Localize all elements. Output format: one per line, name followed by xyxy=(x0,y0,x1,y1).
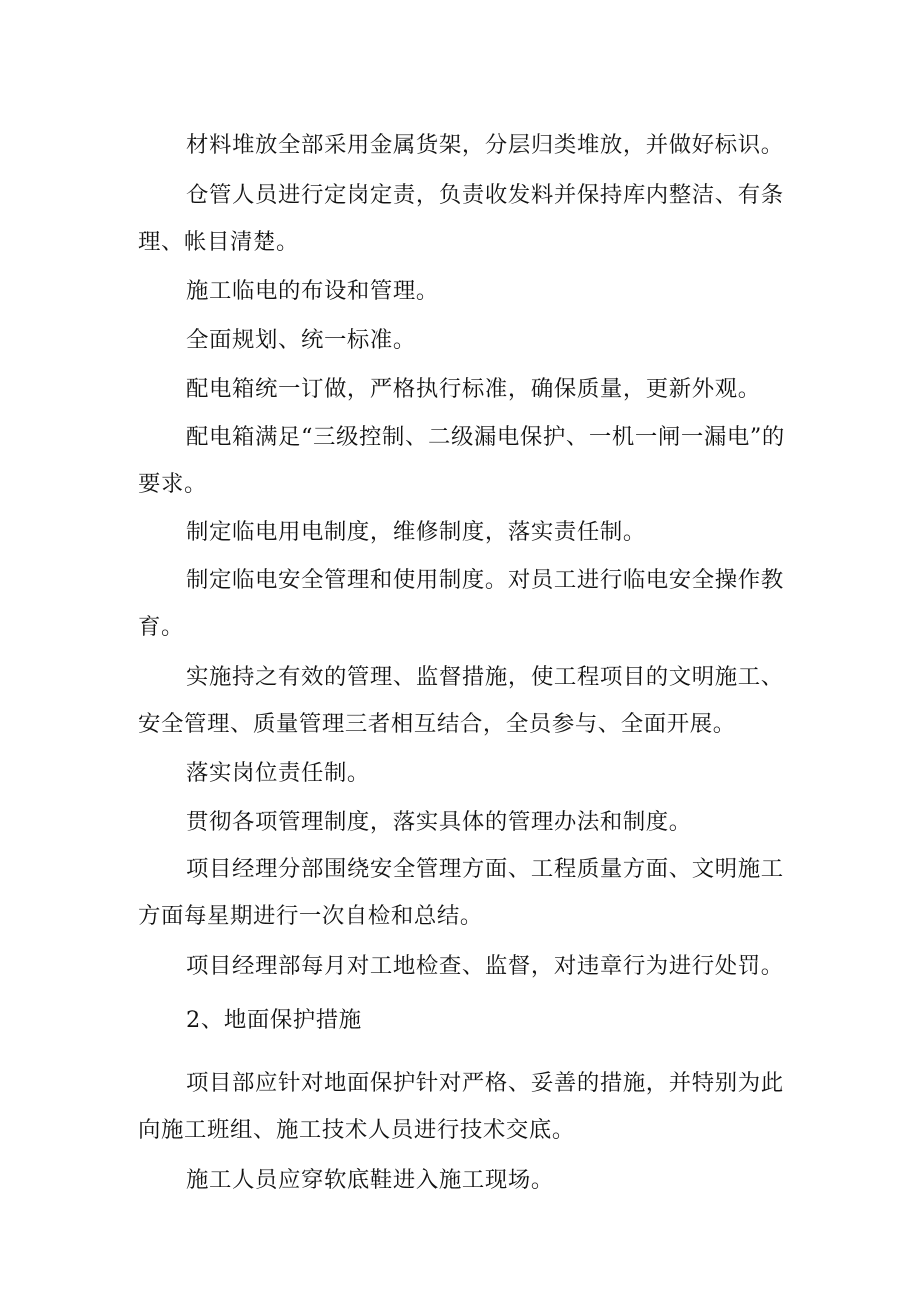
paragraph-soft-shoes: 施工人员应穿软底鞋进入施工现场。 xyxy=(186,1167,554,1193)
paragraph-monthly-check: 项目经理部每月对工地检查、监督，对违章行为进行处罚。 xyxy=(186,953,784,979)
paragraph-warehouse-staff: 仓管人员进行定岗定责，负责收发料并保持库内整洁、有条理、帐目清楚。 xyxy=(138,182,784,255)
paragraph-management-measures: 实施持之有效的管理、监督措施，使工程项目的文明施工、安全管理、质量管理三者相互结合，全员参与、全面开展。 xyxy=(138,664,784,737)
paragraph-planning: 全面规划、统一标准。 xyxy=(186,327,416,353)
section-heading-floor-protection: 2、地面保护措施 xyxy=(186,1007,362,1033)
paragraph-temp-power: 施工临电的布设和管理。 xyxy=(186,278,439,304)
paragraph-management-rules: 贯彻各项管理制度，落实具体的管理办法和制度。 xyxy=(186,809,692,835)
paragraph-material-storage: 材料堆放全部采用金属货架，分层归类堆放，并做好标识。 xyxy=(186,132,784,158)
paragraph-safety-education: 制定临电安全管理和使用制度。对员工进行临电安全操作教育。 xyxy=(138,567,784,640)
paragraph-weekly-check: 项目经理分部围绕安全管理方面、工程质量方面、文明施工方面每星期进行一次自检和总结。 xyxy=(138,856,784,929)
paragraph-power-rules: 制定临电用电制度，维修制度，落实责任制。 xyxy=(186,519,646,545)
paragraph-floor-protection: 项目部应针对地面保护针对严格、妥善的措施，并特别为此向施工班组、施工技术人员进行技术交底。 xyxy=(138,1070,784,1143)
paragraph-three-level-control: 配电箱满足“三级控制、二级漏电保护、一机一闸一漏电”的要求。 xyxy=(138,424,785,497)
paragraph-distribution-box: 配电箱统一订做，严格执行标准，确保质量，更新外观。 xyxy=(186,376,761,402)
paragraph-job-responsibility: 落实岗位责任制。 xyxy=(186,760,370,786)
